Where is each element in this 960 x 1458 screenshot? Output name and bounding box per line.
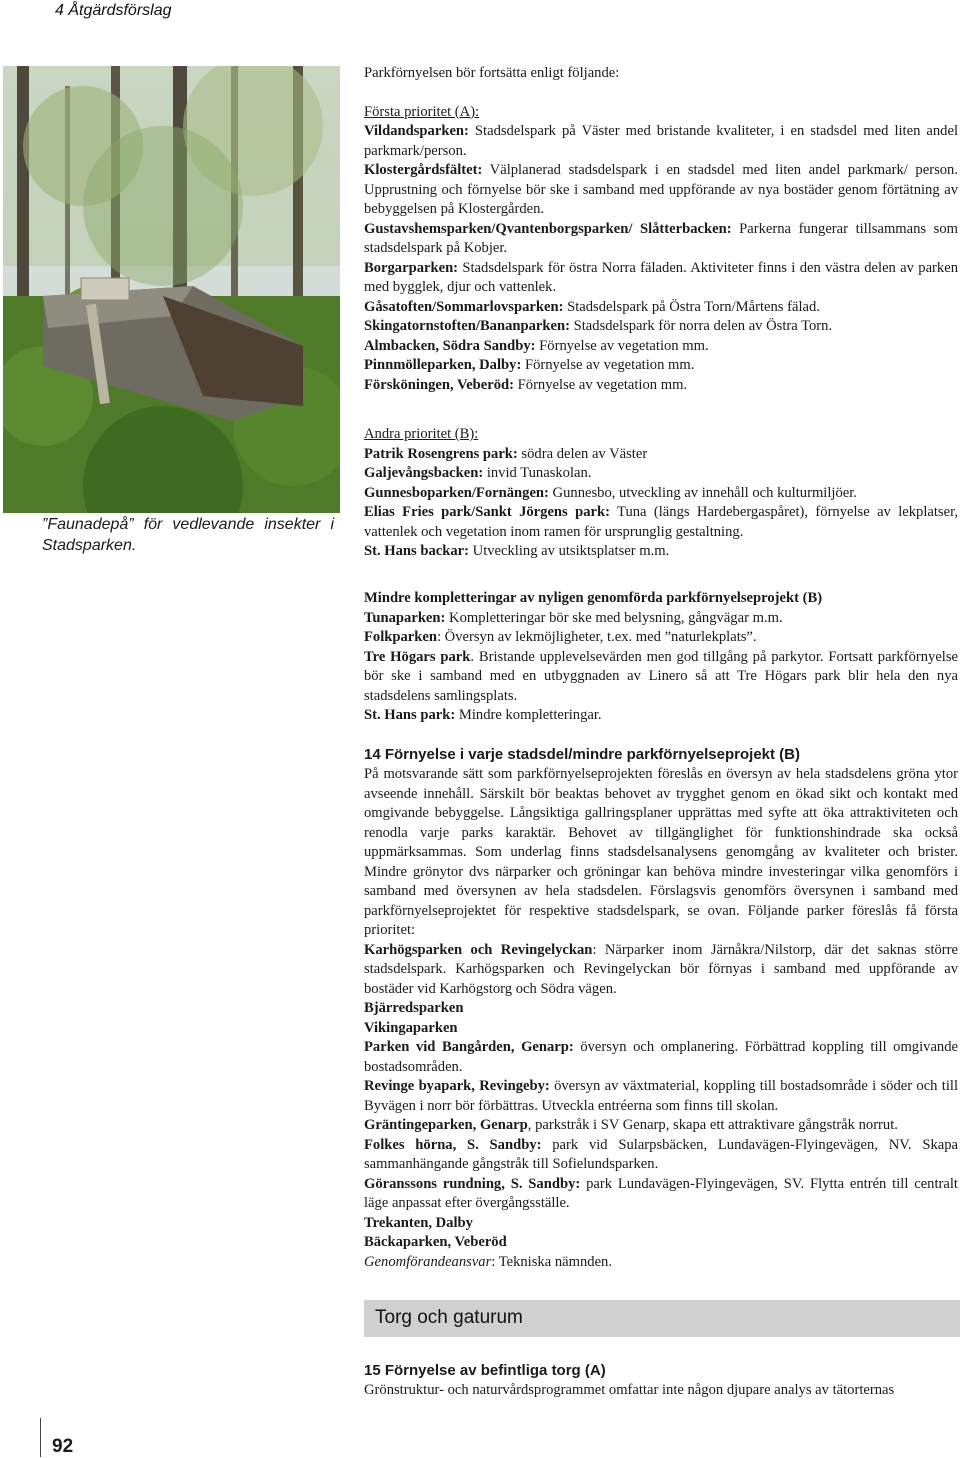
list-item: Pinnmölleparken, Dalby: Förnyelse av vegetation mm. <box>364 357 695 373</box>
second-priority-heading: Andra prioritet (B): <box>364 426 479 442</box>
list-item: St. Hans park: Mindre kompletteringar. <box>364 707 602 723</box>
list-item: Gräntingeparken, Genarp, parkstråk i SV Genarp, skapa ett attraktivare gångstråk norrut. <box>364 1117 898 1133</box>
list-item: Bjärredsparken <box>364 1000 464 1016</box>
log-and-sign-image <box>3 66 340 513</box>
list-item: Klostergårdsfältet: Välplanerad stadsdelspark i en stadsdel med liten andel parkmark/ person. Upprustning och förnyelse bör ske i samband med uppförande av nya bostäder genom förtätning av bebyggelsen på Klostergården. <box>364 162 958 217</box>
first-priority-heading: Första prioritet (A): <box>364 103 480 120</box>
list-item: Tre Högars park. Bristande upplevelsevärden men god tillgång på parkytor. Fortsatt parkförnyelse bör ske i samband med en utbyggnaden av Linero så att Tre Högars park blir hela den nya stadsdelens samlingsplats. <box>364 648 959 704</box>
list-item: Elias Fries park/Sankt Jörgens park: Tuna (längs Hardebergaspåret), förnyelse av lekplatser, vattenlek och vegetation inom ramen för ursprunglig gestaltning. <box>364 504 959 540</box>
banner-title: Torg och gaturum <box>375 1307 523 1328</box>
list-item: Vildandsparken: Stadsdelspark på Väster med bristande kvaliteter, i en stadsdel med liten andel parkmark/person. <box>364 123 958 159</box>
list-item: Bäckaparken, Veberöd <box>364 1234 507 1250</box>
minor-heading: Mindre kompletteringar av nyligen genomförda parkförnyelseprojekt (B) <box>364 590 823 606</box>
list-item: Folkparken: Översyn av lekmöjligheter, t.ex. med ”naturlekplats”. <box>364 629 757 645</box>
list-item: Skingatornstoften/Bananparken: Stadsdelspark för norra delen av Östra Torn. <box>364 318 833 334</box>
list-item: Gåsatoften/Sommarlovsparken: Stadsdelspark på Östra Torn/Mårtens fälad. <box>364 298 820 315</box>
photo-caption: ”Faunadepå” för vedlevande insekter i Stadsparken. <box>42 516 334 554</box>
list-item: Tunaparken: Kompletteringar bör ske med belysning, gångvägar m.m. <box>364 609 783 626</box>
list-item: Gustavshemsparken/Qvantenborgsparken/ Slåtterbacken: Parkerna fungerar tillsammans som stadsdelspark på Kobjer. <box>364 220 958 256</box>
minor-block <box>364 589 958 726</box>
list-item: Gunnesboparken/Fornängen: Gunnesbo, utveckling av innehåll och kulturmiljöer. <box>364 484 857 501</box>
list-item: Göranssons rundning, S. Sandby: park Lundavägen-Flyingevägen, SV. Flytta entrén till centralt läge anpassat efter övergångsställe. <box>364 1175 958 1211</box>
section-14-heading: 14 Förnyelse i varje stadsdel/mindre parkförnyelseprojekt (B) <box>364 746 800 763</box>
list-item: Almbacken, Södra Sandby: Förnyelse av vegetation mm. <box>364 337 709 354</box>
list-item: Borgarparken: Stadsdelspark för östra Norra fäladen. Aktiviteter finns i den västra delen av parken med bygglek, djur och vattenlek. <box>364 259 958 295</box>
section-15 <box>364 1361 958 1401</box>
section-15-body: Grönstruktur- och naturvårdsprogrammet omfattar inte någon djupare analys av tätorternas <box>364 1382 895 1398</box>
list-item: Parken vid Bangården, Genarp: översyn och omplanering. Förbättrad koppling till omgivande bostadsområden. <box>364 1039 959 1075</box>
page-number-rule <box>40 1418 41 1457</box>
park-photo <box>3 66 340 513</box>
intro-text: Parkförnyelsen bör fortsätta enligt följande: <box>364 65 620 81</box>
section-banner <box>364 1300 960 1337</box>
list-item: Folkes hörna, S. Sandby: park vid Sularpsbäcken, Lundavägen-Flyingevägen, NV. Skapa sammanhängande gångstråk till Sofielundsparken. <box>364 1136 958 1172</box>
section-14-body: På motsvarande sätt som parkförnyelseprojekten föreslås en översyn av hela stadsdelens gröna ytor avseende innehåll. Särskilt bör beaktas behovet av trygghet genom en ökad sikt och kontakt med omgivande bebyggelse. Långsiktiga gallringsplaner upprättas med syfte att öka attraktiviteten och renodla varje parks karaktär. Behovet av tillgänglighet för funktionshindrade ska också uppmärksammas. Som underlag finns stadsdelsanalysens genomgång av kvaliteter och brister. Mindre grönytor dvs närparker och gröningar kan behöva mindre investeringar vilka genomförs i samband med översynen av hela stadsdelen. Förslagsvis genomförs översynen i samband med parkförnyelseprojektet för respektive stadsdelspark, se ovan. Följande parker föreslås få första prioritet: <box>364 766 958 938</box>
list-item: Karhögsparken och Revingelyckan: Närparker inom Järnåkra/Nilstorp, där det saknas större stadsdelspark. Karhögsparken och Revingelyckan bör förnyas i samband med uppförande av bostäder vid Karhögstorg och Södra vägen. <box>364 941 958 997</box>
list-item: Trekanten, Dalby <box>364 1214 473 1231</box>
first-priority-block <box>364 64 958 395</box>
list-item: Revinge byapark, Revingeby: översyn av växtmaterial, koppling till bostadsområde i söder och till Byvägen i norr bör förbättras. Utveckla entréerna som finns till skolan. <box>364 1078 959 1114</box>
list-item: Försköningen, Veberöd: Förnyelse av vegetation mm. <box>364 376 688 393</box>
section-15-heading: 15 Förnyelse av befintliga torg (A) <box>364 1362 606 1379</box>
section-14 <box>364 745 958 1272</box>
page-number: 92 <box>52 1436 74 1457</box>
list-item: Galjevångsbacken: invid Tunaskolan. <box>364 465 592 481</box>
list-item: Vikingaparken <box>364 1019 458 1036</box>
list-item: St. Hans backar: Utveckling av utsiktsplatser m.m. <box>364 543 670 559</box>
list-item: Patrik Rosengrens park: södra delen av Väster <box>364 445 648 462</box>
responsible-line: Genomförandeansvar: Tekniska nämnden. <box>364 1253 612 1270</box>
second-priority-block <box>364 425 958 562</box>
chapter-header: 4 Åtgärdsförslag <box>55 2 172 19</box>
